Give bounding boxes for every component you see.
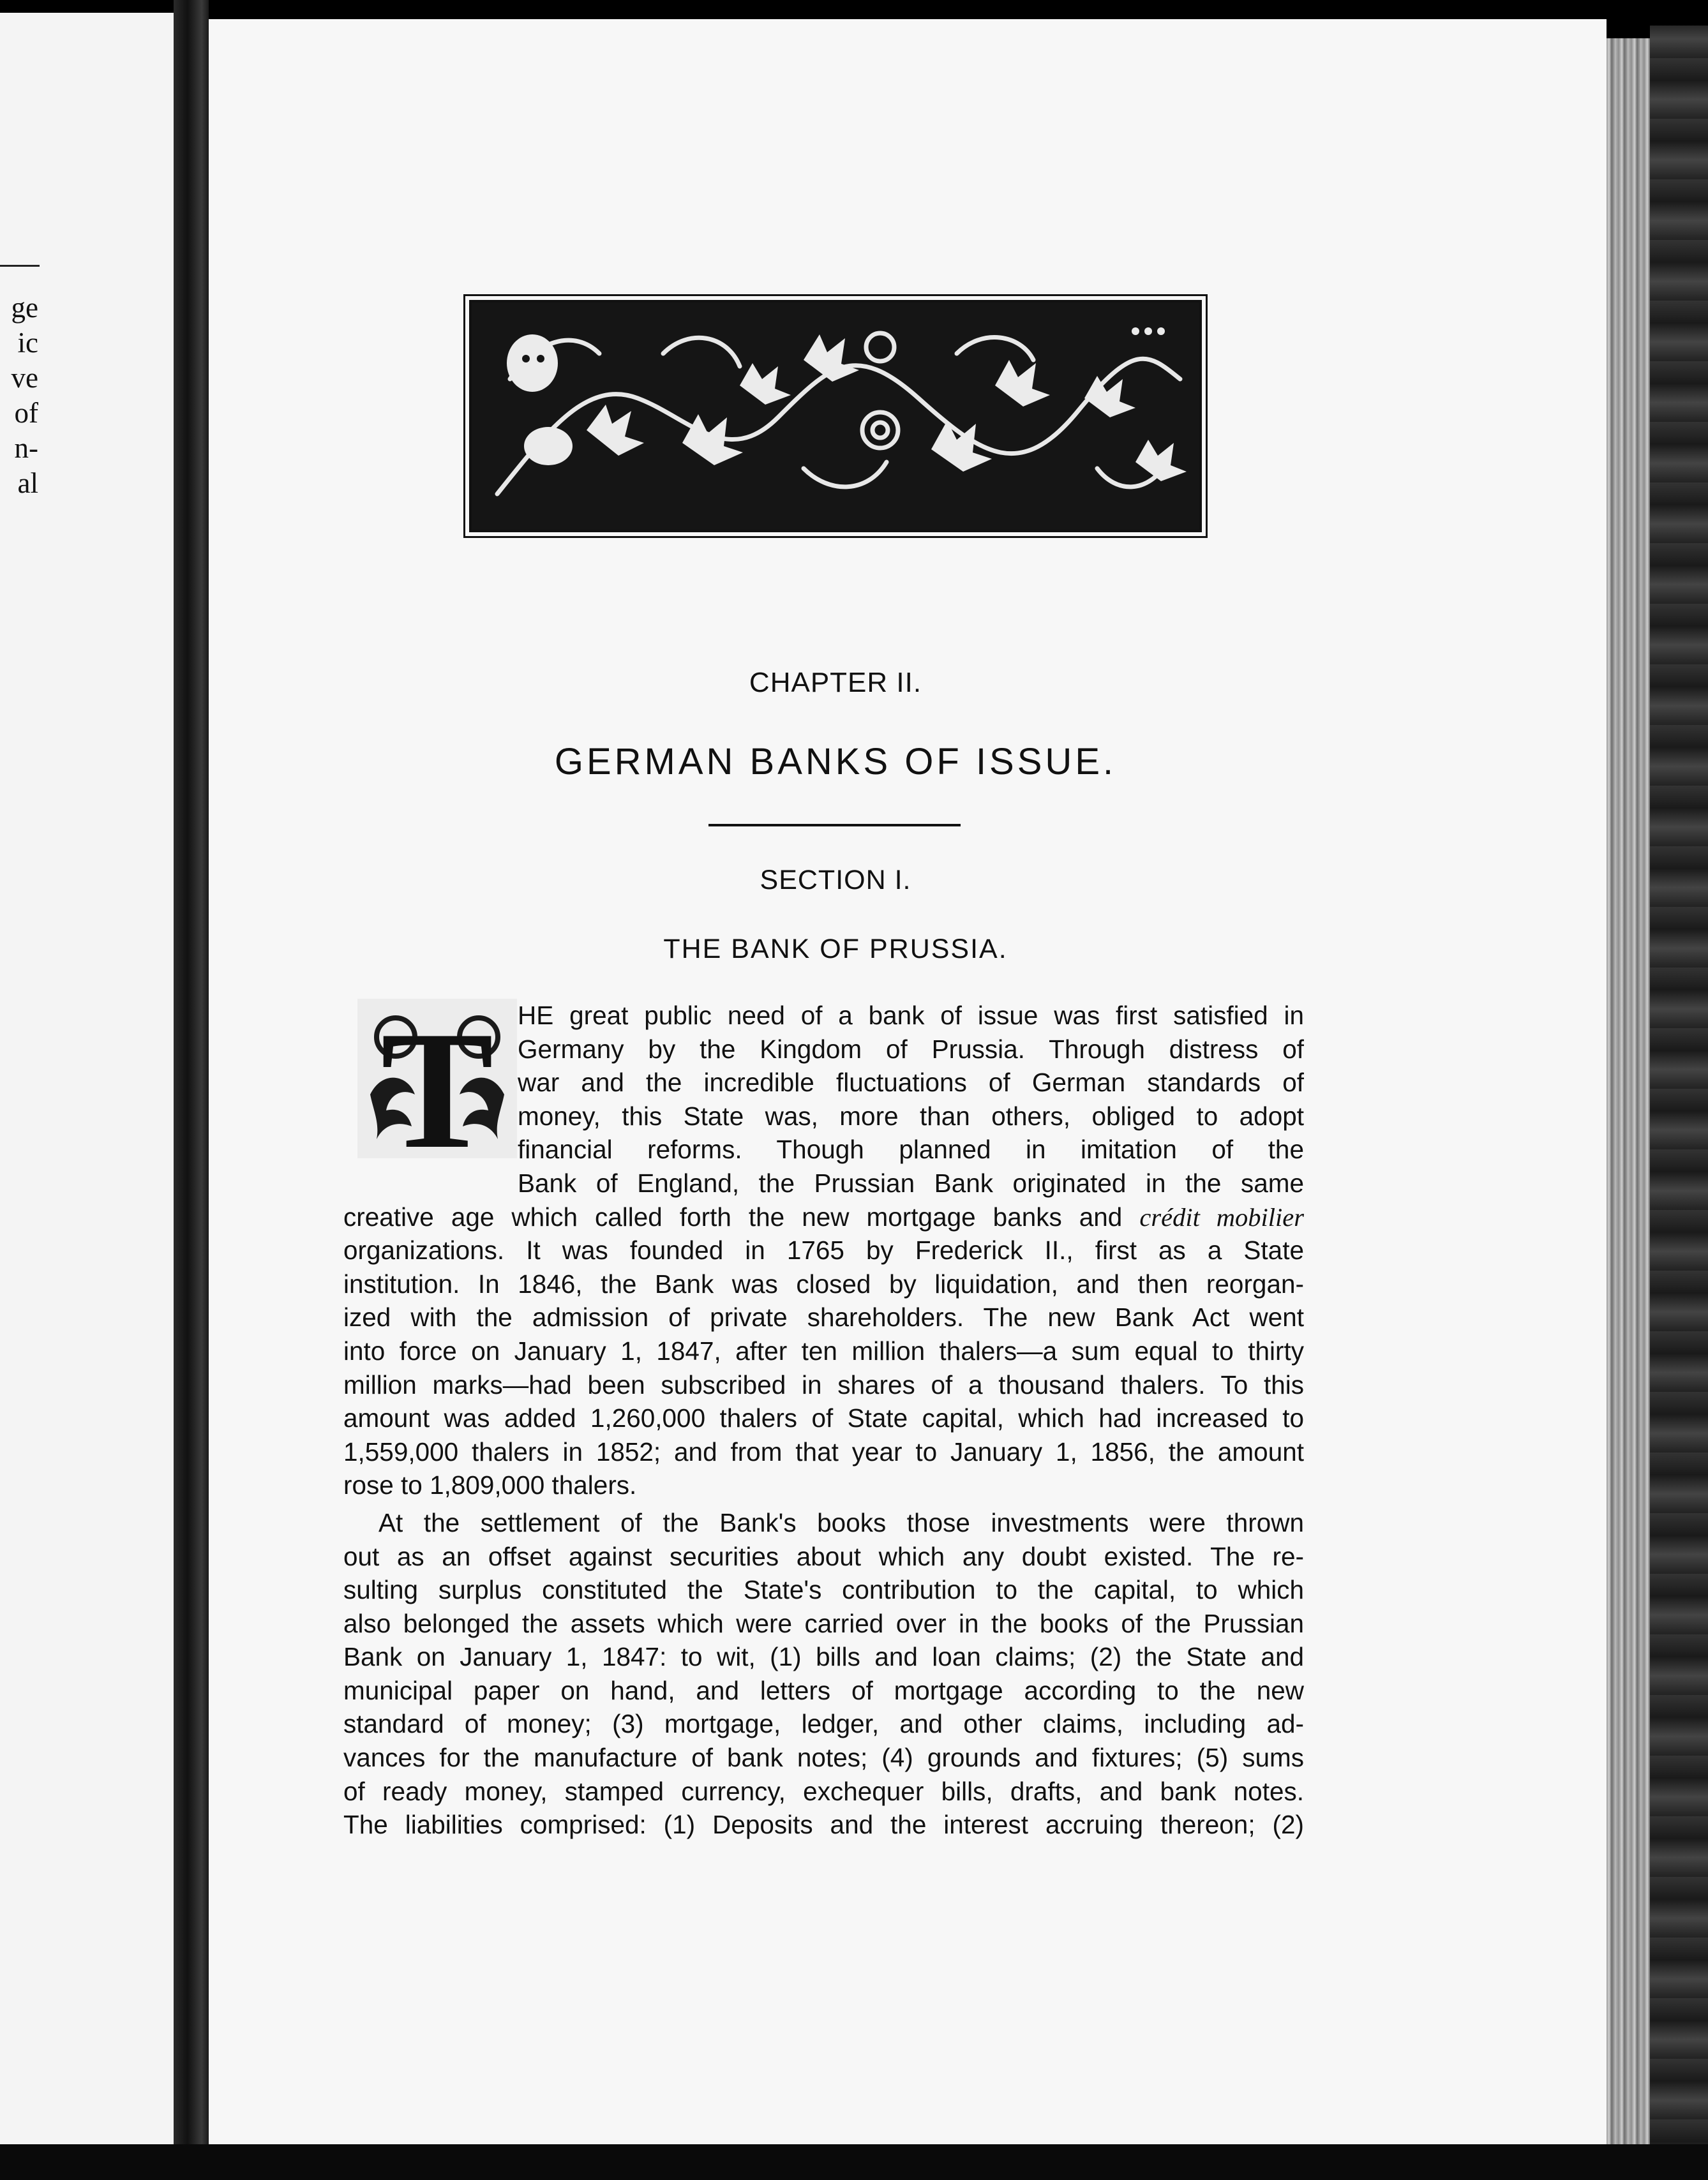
foliage-ornament-icon — [472, 302, 1199, 530]
ornamental-headpiece — [469, 300, 1202, 532]
left-fragment: ve — [11, 362, 38, 394]
left-fragment: ic — [17, 327, 38, 359]
text-line: amount was added 1,260,000 thalers of State capital, which had increased to — [343, 1403, 1304, 1433]
text-line: out as an offset against securities about which any doubt existed. The re- — [343, 1541, 1304, 1571]
left-page-text-fragments — [0, 290, 38, 501]
text-line: money, this State was, more than others, obliged to adopt — [518, 1101, 1304, 1131]
text-line: municipal paper on hand, and letters of mortgage according to the new — [343, 1675, 1304, 1705]
text-span: creative age which called forth the new mortgage banks and — [343, 1202, 1123, 1232]
text-line: ized with the admission of private shareholders. The new Bank Act went — [343, 1303, 1304, 1333]
text-line: At the settlement of the Bank's books those investments were thrown — [378, 1507, 1304, 1537]
text-line: standard of money; (3) mortgage, ledger, and other claims, including ad- — [343, 1709, 1304, 1739]
text-line: also belonged the assets which were carried over in the books of the Prussian — [343, 1608, 1304, 1638]
text-line: institution. In 1846, the Bank was closed by liquidation, and then reorgan- — [343, 1269, 1304, 1299]
text-line: 1,559,000 thalers in 1852; and from that year to January 1, 1856, the amount — [343, 1437, 1304, 1467]
paragraph-1 — [343, 999, 1304, 1502]
paragraph-2 — [343, 1506, 1304, 1842]
text-line: million marks—had been subscribed in shares of a thousand thalers. To this — [343, 1370, 1304, 1400]
chapter-heading: CHAPTER II. — [749, 667, 922, 698]
text-line: of ready money, stamped currency, exchequer bills, drafts, and bank notes. — [343, 1776, 1304, 1806]
text-line: organizations. It was founded in 1765 by Frederick II., first as a State — [343, 1236, 1304, 1265]
title-rule — [708, 824, 961, 826]
text-line: rose to 1,809,000 thalers. — [343, 1470, 637, 1500]
italic-phrase: crédit mobilier — [1139, 1202, 1304, 1232]
text-line: into force on January 1, 1847, after ten million thalers—a sum equal to thirty — [343, 1336, 1304, 1366]
book-cover-edge — [1650, 26, 1708, 2180]
section-heading: SECTION I. — [760, 865, 911, 895]
left-fragment: of — [14, 397, 38, 429]
drop-cap-letter: T — [380, 999, 494, 1158]
text-line: Bank on January 1, 1847: to wit, (1) bills and loan claims; (2) the State and — [343, 1642, 1304, 1672]
text-line: HE great public need of a bank of issue was first satisfied in — [518, 1001, 1304, 1030]
text-line-with-italic — [343, 1200, 1304, 1234]
text-line: Bank of England, the Prussian Bank originated in the same — [518, 1168, 1304, 1198]
left-fragment: al — [17, 467, 38, 499]
chapter-title: GERMAN BANKS OF ISSUE. — [554, 741, 1117, 782]
text-line: financial reforms. Though planned in imitation of the — [518, 1135, 1304, 1165]
text-line: The liabilities comprised: (1) Deposits and the interest accruing thereon; (2) — [343, 1810, 1304, 1840]
left-page-rule — [0, 265, 40, 267]
body-text — [343, 999, 1304, 1842]
section-title: THE BANK OF PRUSSIA. — [663, 934, 1008, 964]
text-line: sulting surplus constituted the State's contribution to the capital, to which — [343, 1575, 1304, 1605]
text-line: vances for the manufacture of bank notes; (4) grounds and fixtures; (5) sums — [343, 1743, 1304, 1773]
text-line: war and the incredible fluctuations of German standards of — [518, 1068, 1304, 1098]
book-gutter — [174, 0, 209, 2180]
left-fragment: n- — [14, 432, 38, 464]
text-line: Germany by the Kingdom of Prussia. Through distress of — [518, 1034, 1304, 1064]
bottom-shadow — [0, 2144, 1708, 2180]
left-fragment: ge — [11, 292, 38, 324]
